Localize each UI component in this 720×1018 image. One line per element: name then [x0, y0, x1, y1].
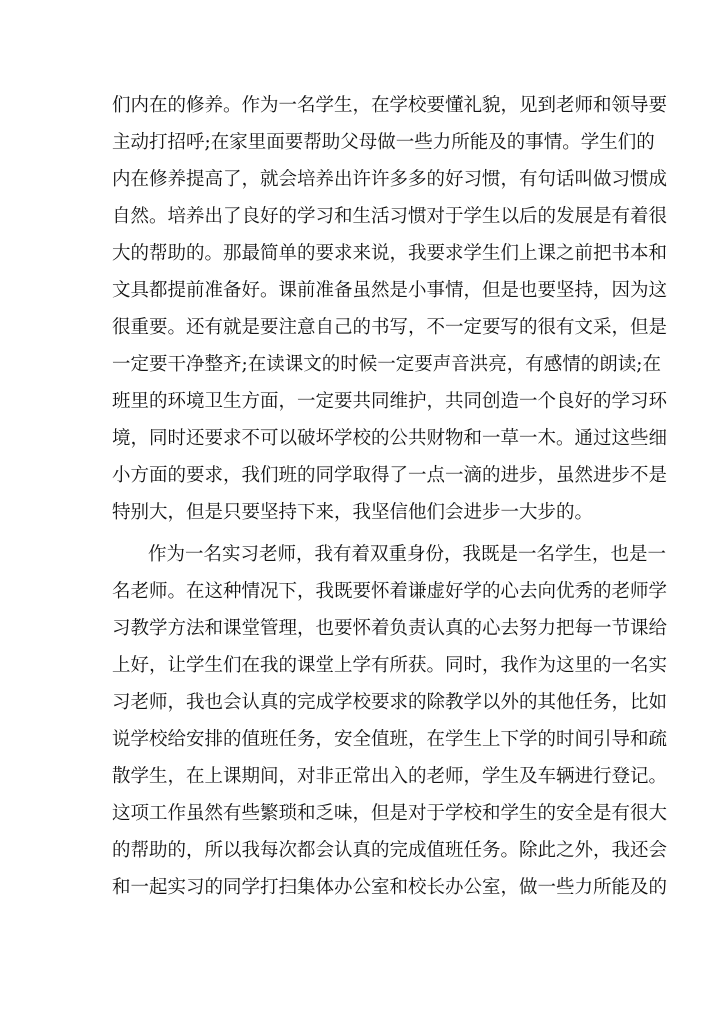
text-line: 们内在的修养。作为一名学生，在学校要懂礼貌，见到老师和领导要	[112, 95, 668, 116]
text-line: 习教学方法和课堂管理，也要怀着负责认真的心去努力把每一节课给	[112, 618, 668, 639]
text-line: 文具都提前准备好。课前准备虽然是小事情，但是也要坚持，因为这	[112, 280, 668, 301]
text-line: 这项工作虽然有些繁琐和乏味，但是对于学校和学生的安全是有很大	[112, 803, 668, 824]
paragraph-first-line: 作为一名实习老师，我有着双重身份，我既是一名学生，也是一	[148, 544, 667, 565]
text-line: 自然。培养出了良好的学习和生活习惯对于学生以后的发展是有着很	[112, 206, 668, 227]
text-line: 小方面的要求，我们班的同学取得了一点一滴的进步，虽然进步不是	[112, 465, 668, 486]
text-line: 主动打招呼;在家里面要帮助父母做一些力所能及的事情。学生们的	[112, 132, 655, 153]
text-line: 名老师。在这种情况下，我既要怀着谦虚好学的心去向优秀的老师学	[112, 581, 668, 602]
text-line: 一定要干净整齐;在读课文的时候一定要声音洪亮，有感情的朗读;在	[112, 354, 661, 375]
text-line: 说学校给安排的值班任务，安全值班，在学生上下学的时间引导和疏	[112, 729, 668, 750]
text-line: 大的帮助的。那最简单的要求来说，我要求学生们上课之前把书本和	[112, 243, 668, 264]
text-line: 习老师，我也会认真的完成学校要求的除教学以外的其他任务，比如	[112, 692, 668, 713]
text-line: 和一起实习的同学打扫集体办公室和校长办公室，做一些力所能及的	[112, 877, 668, 898]
text-line: 上好，让学生们在我的课堂上学有所获。同时，我作为这里的一名实	[112, 655, 668, 676]
text-line: 很重要。还有就是要注意自己的书写，不一定要写的很有文采，但是	[112, 317, 668, 338]
text-line: 特别大，但是只要坚持下来，我坚信他们会进步一大步的。	[112, 502, 594, 523]
text-line: 的帮助的，所以我每次都会认真的完成值班任务。除此之外，我还会	[112, 840, 668, 861]
text-line: 境，同时还要求不可以破坏学校的公共财物和一草一木。通过这些细	[112, 428, 668, 449]
text-line: 散学生，在上课期间，对非正常出入的老师，学生及车辆进行登记。	[112, 766, 668, 787]
text-line: 内在修养提高了，就会培养出许许多多的好习惯，有句话叫做习惯成	[112, 169, 668, 190]
text-line: 班里的环境卫生方面，一定要共同维护，共同创造一个良好的学习环	[112, 391, 668, 412]
